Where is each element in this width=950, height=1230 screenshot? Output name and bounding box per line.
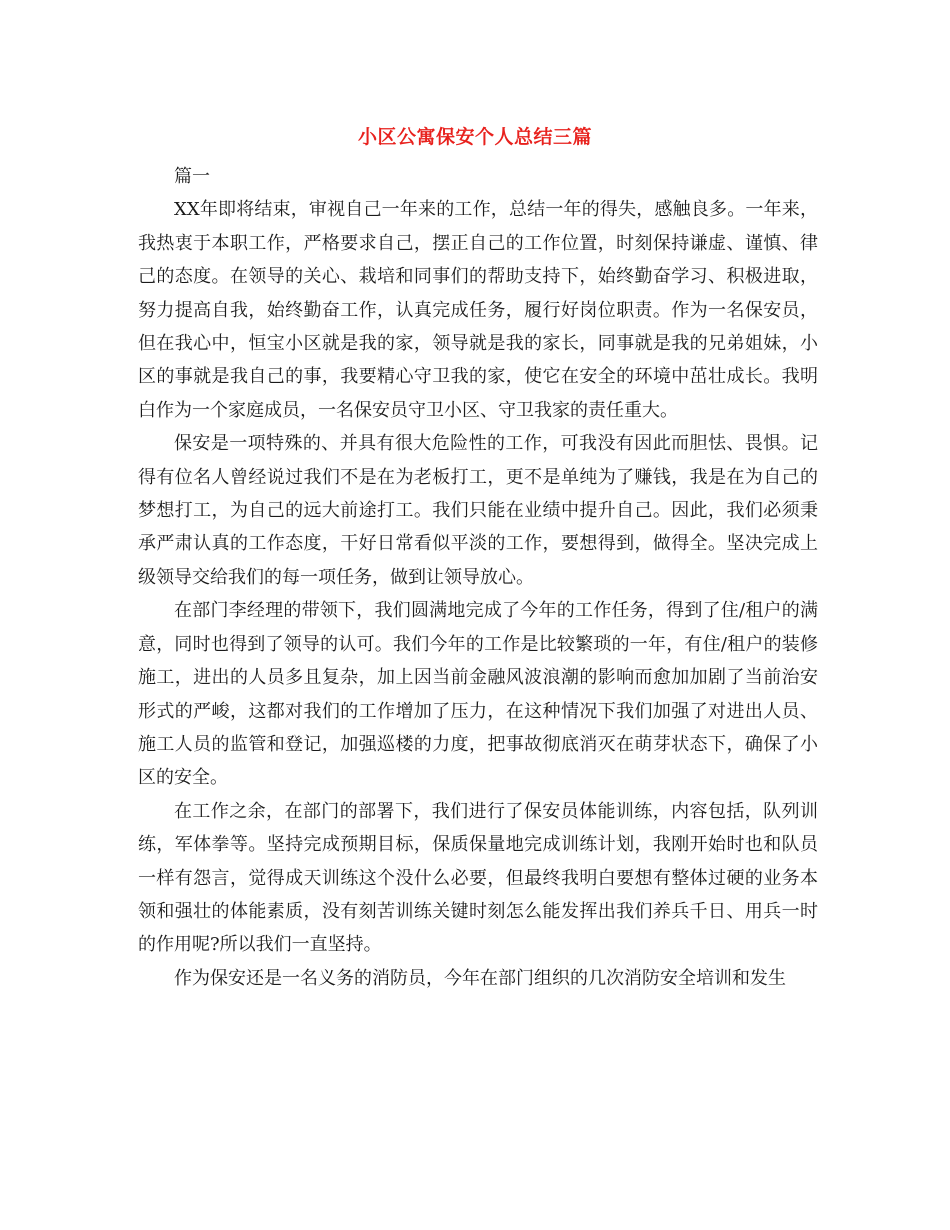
body-paragraph: XX年即将结束，审视自己一年来的工作，总结一年的得失，感触良多。一年来，我热衷于本职工作，严格要求自己，摆正自己的工作位置，时刻保持谦虚、谨慎、律己的态度。在领导的关心、栽培和同事们的帮助支持下，始终勤奋学习、积极进取，努力提高自我，始终勤奋工作，认真完成任务，履行好岗位职责。作为一名保安员，但在我心中，恒宝小区就是我的家，领导就是我的家长，同事就是我的兄弟姐妹，小区的事就是我自己的事，我要精心守卫我的家，使它在安全的环境中茁壮成长。我明白作为一个家庭成员，一名保安员守卫小区、守卫我家的责任重大。 — [138, 199, 818, 421]
body-paragraph: 在部门李经理的带领下，我们圆满地完成了今年的工作任务，得到了住/租户的满意，同时也得到了领导的认可。我们今年的工作是比较繁琐的一年，有住/租户的装修施工，进出的人员多且复杂，加上因当前金融风波浪潮的影响而愈加加剧了当前治安形式的严峻，这都对我们的工作增加了压力，在这种情况下我们加强了对进出人员、施工人员的监管和登记，加强巡楼的力度，把事故彻底消灭在萌芽状态下，确保了小区的安全。 — [138, 600, 818, 789]
body-paragraph: 保安是一项特殊的、并具有很大危险性的工作，可我没有因此而胆怯、畏惧。记得有位名人曾经说过我们不是在为老板打工，更不是单纯为了赚钱，我是在为自己的梦想打工，为自己的远大前途打工。我们只能在业绩中提升自己。因此，我们必须秉承严肃认真的工作态度，干好日常看似平淡的工作，要想得到，做得全。坚决完成上级领导交给我们的每一项任务，做到让领导放心。 — [138, 433, 818, 588]
body-paragraph: 作为保安还是一名义务的消防员，今年在部门组织的几次消防安全培训和发生 — [174, 967, 786, 989]
document-body — [138, 160, 818, 995]
body-paragraph: 在工作之余，在部门的部署下，我们进行了保安员体能训练，内容包括，队列训练，军体拳等。坚持完成预期目标，保质保量地完成训练计划，我刚开始时也和队员一样有怨言，觉得成天训练这个没什么必要，但最终我明白要想有整体过硬的业务本领和强壮的体能素质，没有刻苦训练关键时刻怎么能发挥出我们养兵千日、用兵一时的作用呢?所以我们一直坚持。 — [138, 800, 818, 956]
section-heading: 篇一 — [174, 166, 210, 187]
document-title: 小区公寓保安个人总结三篇 — [357, 126, 592, 148]
